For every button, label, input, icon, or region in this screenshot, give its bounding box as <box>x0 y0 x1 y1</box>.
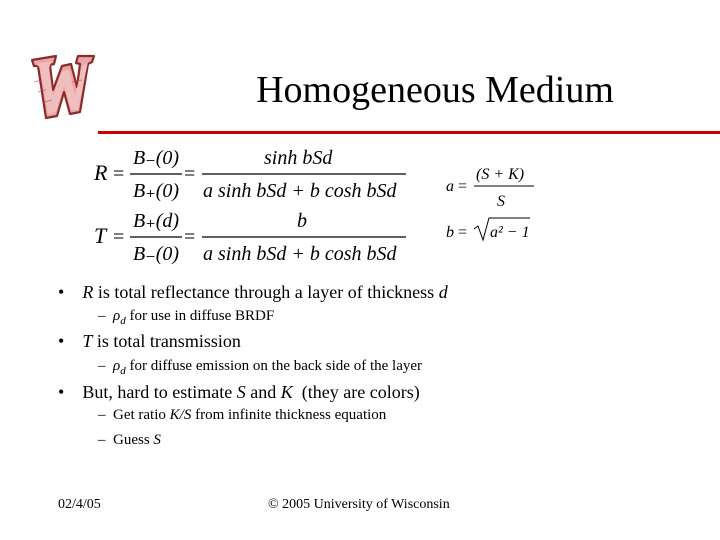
sub-bullet-1 <box>98 306 274 331</box>
symbol-k: K <box>280 382 293 402</box>
symbol-rho: ρ <box>113 358 121 374</box>
a-lhs: a <box>446 178 454 195</box>
equals-sign: = <box>113 163 125 185</box>
bullet-text: But, hard to estimate <box>82 382 237 402</box>
symbol-s: S <box>236 382 246 402</box>
bullet-1 <box>58 281 448 303</box>
bullet-dot: • <box>58 282 65 302</box>
sub-bullet-3b <box>98 430 161 450</box>
rho-subscript: d <box>120 315 126 327</box>
footer-copyright: © 2005 University of Wisconsin <box>268 497 450 512</box>
r-frac2-num: sinh bSd <box>264 147 333 169</box>
symbol-s: S <box>153 432 161 448</box>
sub-bullet-2 <box>98 356 422 381</box>
bullet-text: is total reflectance through a layer of thickness <box>93 282 439 302</box>
slide-title: Homogeneous Medium <box>256 69 614 111</box>
sub-bullet-text: for use in diffuse BRDF <box>125 308 275 324</box>
a-num: (S + K) <box>476 166 525 183</box>
equals-sign: = <box>184 163 196 185</box>
symbol-k-over-s: K/S <box>169 407 192 423</box>
t-frac2-num: b <box>297 210 307 232</box>
symbol-r: R <box>82 282 94 302</box>
r-frac1-num: B₋(0) <box>133 147 180 169</box>
r-frac1-den: B₊(0) <box>133 180 180 202</box>
b-rhs: a² − 1 <box>490 224 530 241</box>
bullet-2 <box>58 330 241 352</box>
dash: – <box>98 358 106 374</box>
t-frac1-num: B₊(d) <box>133 210 180 232</box>
equals-sign: = <box>113 226 125 248</box>
bullet-text: and <box>245 382 281 402</box>
footer-date: 02/4/05 <box>58 497 101 512</box>
bullet-3 <box>58 381 420 403</box>
r-frac2-den: a sinh bSd + b cosh bSd <box>203 180 397 202</box>
sub-bullet-text: Get ratio <box>113 407 170 423</box>
sub-bullet-text: Guess <box>113 432 154 448</box>
bullet-text: (they are colors) <box>292 382 420 402</box>
equals-sign: = <box>184 226 196 248</box>
symbol-t: T <box>82 331 93 351</box>
equals-sign: = <box>458 224 468 241</box>
b-lhs: b <box>446 224 454 241</box>
bullet-dot: • <box>58 382 65 402</box>
symbol-rho: ρ <box>113 308 121 324</box>
sub-bullet-3a <box>98 405 386 425</box>
bullet-text: is total transmission <box>92 331 241 351</box>
t-frac2-den: a sinh bSd + b cosh bSd <box>203 243 397 265</box>
dash: – <box>98 432 106 448</box>
dash: – <box>98 407 106 423</box>
t-frac1-den: B₋(0) <box>133 243 180 265</box>
bullet-dot: • <box>58 331 65 351</box>
symbol-d: d <box>438 282 448 302</box>
rho-subscript: d <box>120 365 126 377</box>
r-lhs: R <box>94 160 108 185</box>
a-den: S <box>497 193 505 210</box>
dash: – <box>98 308 106 324</box>
equals-sign: = <box>458 178 468 195</box>
sub-bullet-text: from infinite thickness equation <box>191 407 387 423</box>
sub-bullet-text: for diffuse emission on the back side of the layer <box>125 358 423 374</box>
t-lhs: T <box>94 223 107 248</box>
